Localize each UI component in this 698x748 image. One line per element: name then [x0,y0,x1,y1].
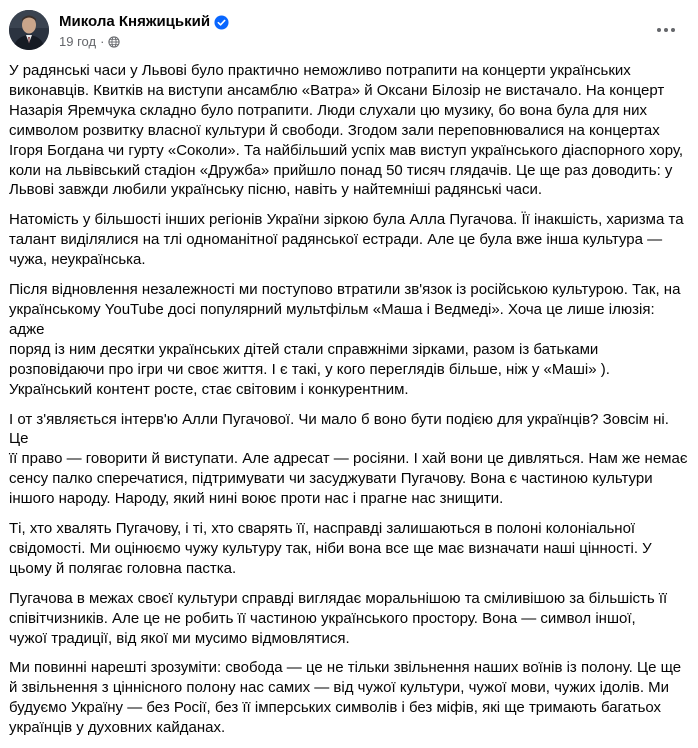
globe-icon[interactable] [108,36,120,48]
more-dot [657,28,661,32]
author-name[interactable]: Микола Княжицький [59,13,211,30]
paragraph-1: У радянські часи у Львові було практично неможливо потрапити на концерти українських виконавців. Квитків на виступи ансамблю «Ватра» й Оксани Білозір не вистачало. На концерт Назарія Яремчука складно було потрапити. Люди слухали цю музику, бо вона була для них символом розвитку власної культури й свободи. Згодом зали переповнювалися на концертах Ігоря Богдана чи гурту «Соколи». Та найбільший успіх мав виступ українського діаспорного хору, коли на львівський стадіон «Дружба» прийшло понад 50 тисяч глядачів. Це ще раз доводить: у Львові завжди любили українську пісню, навіть у найтемніші радянські часи. [9,62,684,199]
verified-badge-icon [214,15,229,30]
more-options-icon[interactable] [652,16,680,44]
paragraph-2: Натомість у більшості інших регіонів України зіркою була Алла Пугачова. Її інакшість, харизма та талант виділялися на тлі одноманітної радянської естради. Але це була вже інша культура — чужа, неукраїнська. [9,211,684,269]
post-timestamp[interactable]: 19 год [59,34,97,49]
paragraph-4: І от з'являється інтерв'ю Алли Пугачової. Чи мало б воно бути подією для українців? Зовсім ні. Це її право — говорити й виступати. Але адресат — росіяни. І хай вони це дивляться. Нам же немає сенсу палко сперечатися, підтримувати чи засуджувати Пугачову. Вона є частиною культури іншого народу. Народу, який нині воює проти нас і прагне нас знищити. [9,410,688,508]
more-dot [671,28,675,32]
paragraph-3: Після відновлення незалежності ми поступово втратили зв'язок із російською культурою. Так, на українському YouTube досі популярний мультфільм «Маша і Ведмеді». Хоча це лише ілюзія: адже поряд із ним десятки українських дітей стали справжніми зірками, разом із батьками розповідаючи про ігри чи своє життя. І є такі, у кого переглядів більше, ніж у «Маші» ). Український контент росте, стає світовим і конкурентним. [9,281,681,398]
paragraph-6: Пугачова в межах своєї культури справді виглядає моральнішою та сміливішою за більшість її співітчизників. Але це не робить її частиною українського простору. Вона — символ іншої, чужої традиції, від якої ми мусимо відмовлятися. [9,589,668,647]
meta-separator: · [100,34,105,49]
author-line [59,11,229,33]
post-body [9,61,691,748]
post-header [0,0,698,60]
paragraph-7: Ми повинні нарешті зрозуміти: свобода — це не тільки звільнення наших воїнів із полону. Це ще й звільнення з ціннісного полону нас самих — від чужої культури, чужої мови, чужих ідолів. Ми будуємо Україну — без Росії, без її імперських символів і без міфів, які ще тримають багатьох українців у духовних кайданах. [9,659,682,737]
more-dot [664,28,668,32]
post-meta [59,33,120,51]
paragraph-5: Ті, хто хвалять Пугачову, і ті, хто сварять її, насправді залишаються в полоні колоніальної свідомості. Ми оцінюємо чужу культуру так, ніби вона все ще має визначати наші цінності. У цьому й полягає головна пастка. [9,520,652,577]
profile-photo-icon [9,10,49,50]
author-avatar[interactable] [9,10,49,50]
